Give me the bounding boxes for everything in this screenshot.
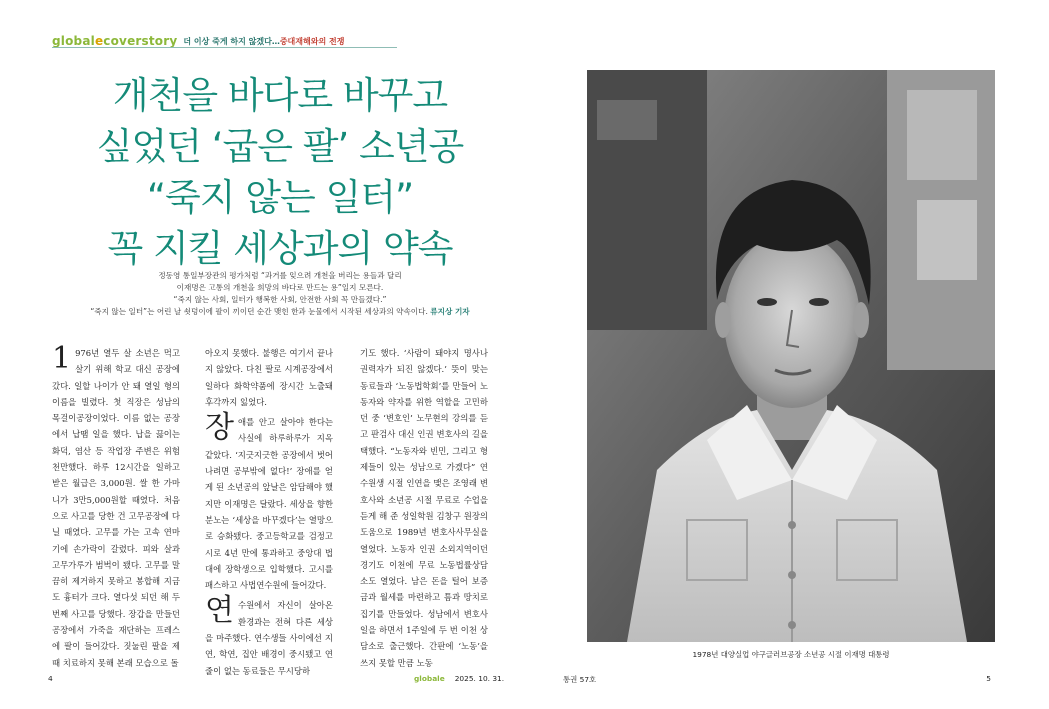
title-line-1: 개천을 바다로 바꾸고 bbox=[112, 74, 448, 117]
footer-publication bbox=[414, 674, 504, 683]
page-number-left: 4 bbox=[48, 674, 53, 683]
lead-line-4-text: “죽지 않는 일터”는 어린 날 쇳덩이에 팔이 끼이던 순간 맺힌 한과 눈물에서 시작된 세상과의 약속이다. bbox=[90, 307, 428, 316]
paragraph-text: 수원에서 자신이 살아온 환경과는 전혀 다른 세상을 마주했다. 연수생들 사이에선 지연, 학연, 집안 배경이 중시됐고 연줄이 없는 동료들은 무시당하 bbox=[205, 600, 333, 676]
paragraph bbox=[52, 341, 180, 671]
article-lead bbox=[52, 270, 508, 318]
paragraph: 아오지 못했다. 불행은 여기서 끝나지 않았다. 다친 팔로 시계공장에서 일하다 화학약품에 장시간 노출돼 후각까지 잃었다. bbox=[205, 348, 333, 407]
article-title bbox=[52, 70, 508, 274]
title-line-4: 꼭 지킬 세상과의 약속 bbox=[107, 227, 453, 270]
byline: 류지상 기자 bbox=[430, 307, 470, 316]
paragraph: 기도 했다. ‘사람이 돼야지 명사나 권력자가 되진 않겠다.’ 뜻이 맞는 동료들과 ‘노동법학회’를 만들어 노동자와 약자를 위한 역할을 고민하던 중 ‘변호인’ 노무현의 강의를 듣고 판검사 대신 인권 변호사의 길을 택했다. “노동자와 빈민, 그리고 형제들이 있는 성남으로 가겠다” 연수원생 시절 인연을 맺은 조영래 변호사와 소년공 시절 무료로 수업을 듣게 해 준 성일학원 김창구 원장의 도움으로 1989년 변호사사무실을 열었다. 노동자 인권 소외지역이던 경기도 이천에 무료 노동법률상담소도 열었다. 남은 돈을 털어 보증금과 월세를 마련하고 틈과 땅치로 집기를 만들었다. 성남에서 변호사 일을 하면서 1주일에 두 번 이천 상담소로 출근했다. 간판에 ‘노동’을 쓰지 못할 만큼 노동 bbox=[360, 348, 488, 668]
section-subtitle bbox=[183, 36, 344, 47]
title-line-2: 싶었던 ‘굽은 팔’ 소년공 bbox=[96, 125, 464, 168]
photo-caption: 1978년 대양실업 야구글러브공장 소년공 시절 이재명 대통령 bbox=[692, 650, 890, 659]
section-subtitle-red: 중대재해와의 전쟁 bbox=[279, 36, 345, 46]
footer-date: 2025. 10. 31. bbox=[454, 674, 505, 683]
paragraph bbox=[205, 593, 333, 678]
paragraph-text: 976년 열두 살 소년은 먹고 살기 위해 학교 대신 공장에 갔다. 일할 나이가 안 돼 열일 형의 이름을 빌렸다. 첫 직장은 성남의 목걸이공장이었다. 이름 없는 공장에서 납땜 일을 했다. 납을 끓이는 화덕, 염산 등 작업장 주변은 위험천만했다. 하루 12시간을 일하고 받은 월급은 3,000원. 쌀 한 가마니가 3만5,000원할 때였다. 처음으로 사고를 당한 건 고무공장에 다닐 때였다. 고무를 가는 고속 연마기에 손가락이 갈렸다. 피와 살과 고무가루가 범벅이 됐다. 고무를 말끔히 제거하지 못하고 봉합해 지금도 흉터가 크다. 열다섯 되던 해 두 번째 사고를 당했다. 장갑을 만들던 공장에서 가죽을 재단하는 프레스에 팔이 들어갔다. 짓눌린 팔을 제때 치료하지 못해 본래 모습으로 돌 bbox=[52, 348, 180, 668]
body-column-2 bbox=[205, 345, 333, 683]
footer-logo: globale bbox=[414, 674, 445, 683]
section-header bbox=[52, 34, 344, 48]
lead-line-1: 정동영 통일부장관의 평가처럼 “과거를 잊으려 개천을 버리는 용들과 달리 bbox=[158, 271, 402, 280]
lead-line-2: 이재명은 고통의 개천을 희망의 바다로 만드는 용”일지 모른다. bbox=[176, 283, 384, 292]
section-subtitle-text: 더 이상 죽게 하지 않겠다… bbox=[183, 36, 280, 46]
drop-cap: 1 bbox=[52, 341, 72, 376]
portrait-photo-illustration bbox=[587, 70, 995, 642]
body-column-3 bbox=[360, 345, 488, 675]
footer-issue: 통권 57호 bbox=[563, 675, 597, 684]
lead-line-3: “죽지 않는 사회, 일터가 행복한 사회, 안전한 사회 꼭 만들겠다.” bbox=[173, 295, 387, 304]
drop-cap: 장 bbox=[205, 410, 234, 446]
drop-cap: 연 bbox=[205, 593, 234, 629]
section-logo bbox=[52, 34, 177, 48]
logo-text-coverstory: coverstory bbox=[103, 34, 178, 48]
paragraph bbox=[205, 410, 333, 593]
logo-text-global: global bbox=[52, 34, 95, 48]
lead-line-4 bbox=[52, 306, 508, 318]
title-line-3: “죽지 않는 일터” bbox=[146, 176, 414, 219]
portrait-photo bbox=[587, 70, 995, 642]
header-divider bbox=[52, 47, 397, 48]
page-number-right: 5 bbox=[986, 674, 991, 683]
logo-text-e: e bbox=[94, 34, 104, 48]
paragraph-text: 애를 안고 살아야 한다는 사실에 하루하루가 지옥 같았다. ‘지긋지긋한 공장에서 벗어나려면 공부밖에 없다!’ 장애를 얻게 된 소년공의 앞날은 암담해야 했지만 이재명은 달랐다. 세상을 향한 분노는 ‘세상을 바꾸겠다’는 열망으로 승화됐다. 중고등학교를 검정고시로 4년 만에 통과하고 중앙대 법대에 장학생으로 입학했다. 고시를 패스하고 사법연수원에 들어갔다. bbox=[205, 417, 333, 591]
body-column-1 bbox=[52, 341, 180, 675]
